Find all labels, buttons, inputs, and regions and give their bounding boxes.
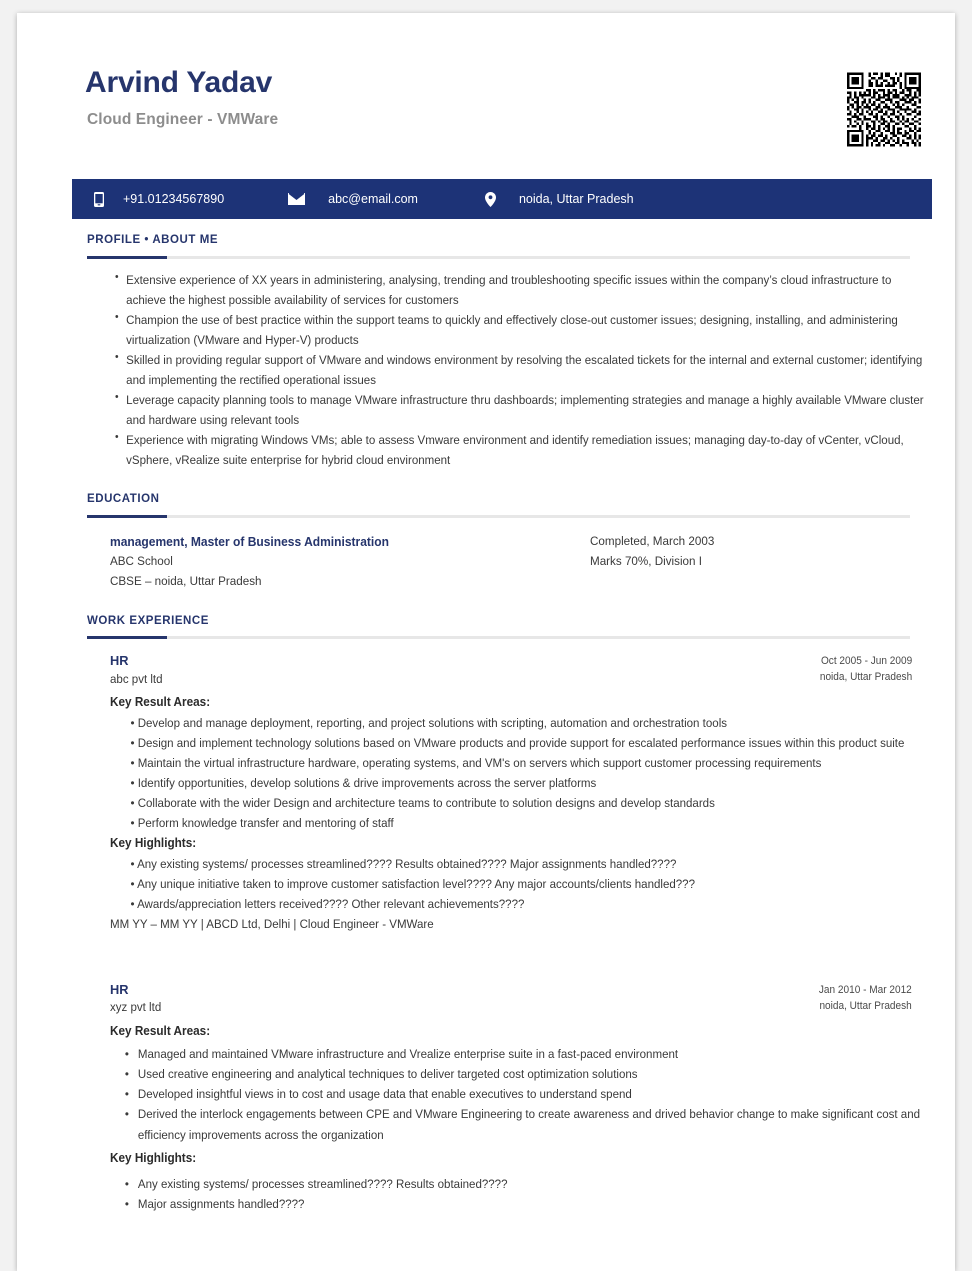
contact-phone[interactable] <box>89 179 224 219</box>
key-result-areas-label: Key Result Areas: <box>110 1023 211 1038</box>
section-divider <box>87 256 910 259</box>
job-dates: Jan 2010 - Mar 2012 <box>819 983 912 996</box>
phone-text: +91.01234567890 <box>123 192 225 206</box>
education-entry <box>110 532 955 594</box>
phone-icon <box>89 192 109 207</box>
education-board: CBSE – noida, Uttar Pradesh <box>110 573 262 588</box>
section-education <box>17 494 955 594</box>
education-marks: Marks 70%, Division I <box>590 553 702 568</box>
list-item: • Developed insightful views in to cost and usage data that enable executives to understand spend <box>110 1084 924 1104</box>
job-entry <box>110 981 921 1214</box>
list-item: • Extensive experience of XX years in administering, analysing, trending and troubleshooting specific issues within the company’s cloud infrastructure to achieve the highest possible availability of services for customers <box>115 270 933 310</box>
education-right-column <box>590 532 722 572</box>
section-work-experience <box>17 616 955 1214</box>
job-title: HR <box>110 653 129 669</box>
job-footer-line: MM YY – MM YY | ABCD Ltd, Delhi | Cloud Engineer - VMWare <box>110 916 434 931</box>
key-result-areas-label: Key Result Areas: <box>110 695 211 710</box>
key-highlights-list <box>110 854 955 914</box>
job-meta <box>820 654 912 686</box>
contact-location[interactable] <box>481 179 634 219</box>
list-item: • Collaborate with the wider Design and architecture teams to contribute to solution designs and develop standards <box>110 793 924 813</box>
profile-bullet-list <box>115 270 933 471</box>
list-item: • Used creative engineering and analytical techniques to deliver targeted cost optimization solutions <box>110 1064 924 1084</box>
job-header <box>110 981 912 1021</box>
list-item: • Champion the use of best practice within the support teams to quickly and effectively close-out customer issues; designing, installing, and administering virtualization (VMware and Hyper-V) products <box>115 310 933 350</box>
contact-bar <box>72 179 932 219</box>
list-item: • Experience with migrating Windows VMs; able to assess Vmware environment and identify remediation issues; managing day-to-day of vCenter, vCloud, vSphere, vRealize suite enterprise for hybrid cloud environment <box>115 430 933 470</box>
key-highlights-list <box>110 1174 955 1214</box>
job-location: noida, Uttar Pradesh <box>819 999 912 1012</box>
list-item: • Managed and maintained VMware infrastructure and Vrealize enterprise suite in a fast-paced environment <box>110 1044 924 1064</box>
qr-code-icon <box>843 70 925 149</box>
section-divider <box>87 636 910 639</box>
list-item: • Identify opportunities, develop solutions & drive improvements across the server platforms <box>110 773 924 793</box>
education-school: ABC School <box>110 553 173 568</box>
resume-page <box>17 13 955 1271</box>
job-location: noida, Uttar Pradesh <box>819 671 912 684</box>
list-item: • Leverage capacity planning tools to manage VMware infrastructure thru dashboards; implementing strategies and manage a highly available VMware cluster and hardware using relevant tools <box>115 390 933 430</box>
list-item: • Derived the interlock engagements between CPE and VMware Engineering to create awareness and drived behavior change to make significant cost and efficiency improvements across the organization <box>110 1104 924 1144</box>
resume-header <box>17 13 955 165</box>
section-divider <box>87 515 910 518</box>
list-item: • Awards/appreciation letters received???? Other relevant achievements???? <box>110 894 924 914</box>
education-section-title: EDUCATION <box>87 493 160 506</box>
job-meta <box>819 983 912 1015</box>
education-left-column <box>110 532 407 592</box>
list-item: • Major assignments handled???? <box>110 1194 924 1214</box>
profile-section-header <box>87 235 910 259</box>
candidate-name: Arvind Yadav <box>85 66 273 99</box>
envelope-icon <box>286 193 306 205</box>
job-title: HR <box>110 981 129 997</box>
education-section-header <box>87 494 910 518</box>
list-item: • Any unique initiative taken to improve customer satisfaction level???? Any major accounts/clients handled??? <box>110 874 924 894</box>
location-pin-icon <box>481 192 501 207</box>
list-item: • Maintain the virtual infrastructure hardware, operating systems, and VM's on servers which support customer processing requirements <box>110 753 924 773</box>
list-item: • Design and implement technology solutions based on VMware products and provide support for escalated performance issues within this product suite <box>110 733 924 753</box>
education-status: Completed, March 2003 <box>590 533 715 548</box>
contact-email[interactable] <box>286 179 418 219</box>
candidate-title: Cloud Engineer - VMWare <box>87 111 279 128</box>
location-text: noida, Uttar Pradesh <box>518 192 634 206</box>
key-result-areas-list <box>110 713 955 834</box>
education-degree: management, Master of Business Administration <box>110 533 389 549</box>
list-item: • Develop and manage deployment, reporting, and project solutions with scripting, automation and orchestration tools <box>110 713 924 733</box>
key-highlights-label: Key Highlights: <box>110 836 197 851</box>
list-item: • Perform knowledge transfer and mentoring of staff <box>110 813 924 833</box>
key-result-areas-list <box>110 1044 955 1144</box>
list-item: • Skilled in providing regular support of VMware and windows environment by resolving the escalated tickets for the internal and external customer; identifying and implementing the rectified operational issues <box>115 350 933 390</box>
work-section-header <box>87 616 910 640</box>
section-profile <box>17 235 955 470</box>
list-item: • Any existing systems/ processes streamlined???? Results obtained???? <box>110 1174 924 1194</box>
work-section-title: WORK EXPERIENCE <box>87 614 209 627</box>
job-dates: Oct 2005 - Jun 2009 <box>820 655 912 668</box>
job-header <box>110 652 912 692</box>
profile-section-title: PROFILE • ABOUT ME <box>87 234 219 246</box>
email-text: abc@email.com <box>328 192 418 206</box>
list-item: • Any existing systems/ processes streamlined???? Results obtained???? Major assignments handled???? <box>110 854 924 874</box>
job-entry <box>110 652 912 933</box>
job-company: xyz pvt ltd <box>110 1000 162 1015</box>
job-company: abc pvt ltd <box>110 671 163 686</box>
key-highlights-label: Key Highlights: <box>110 1150 197 1165</box>
